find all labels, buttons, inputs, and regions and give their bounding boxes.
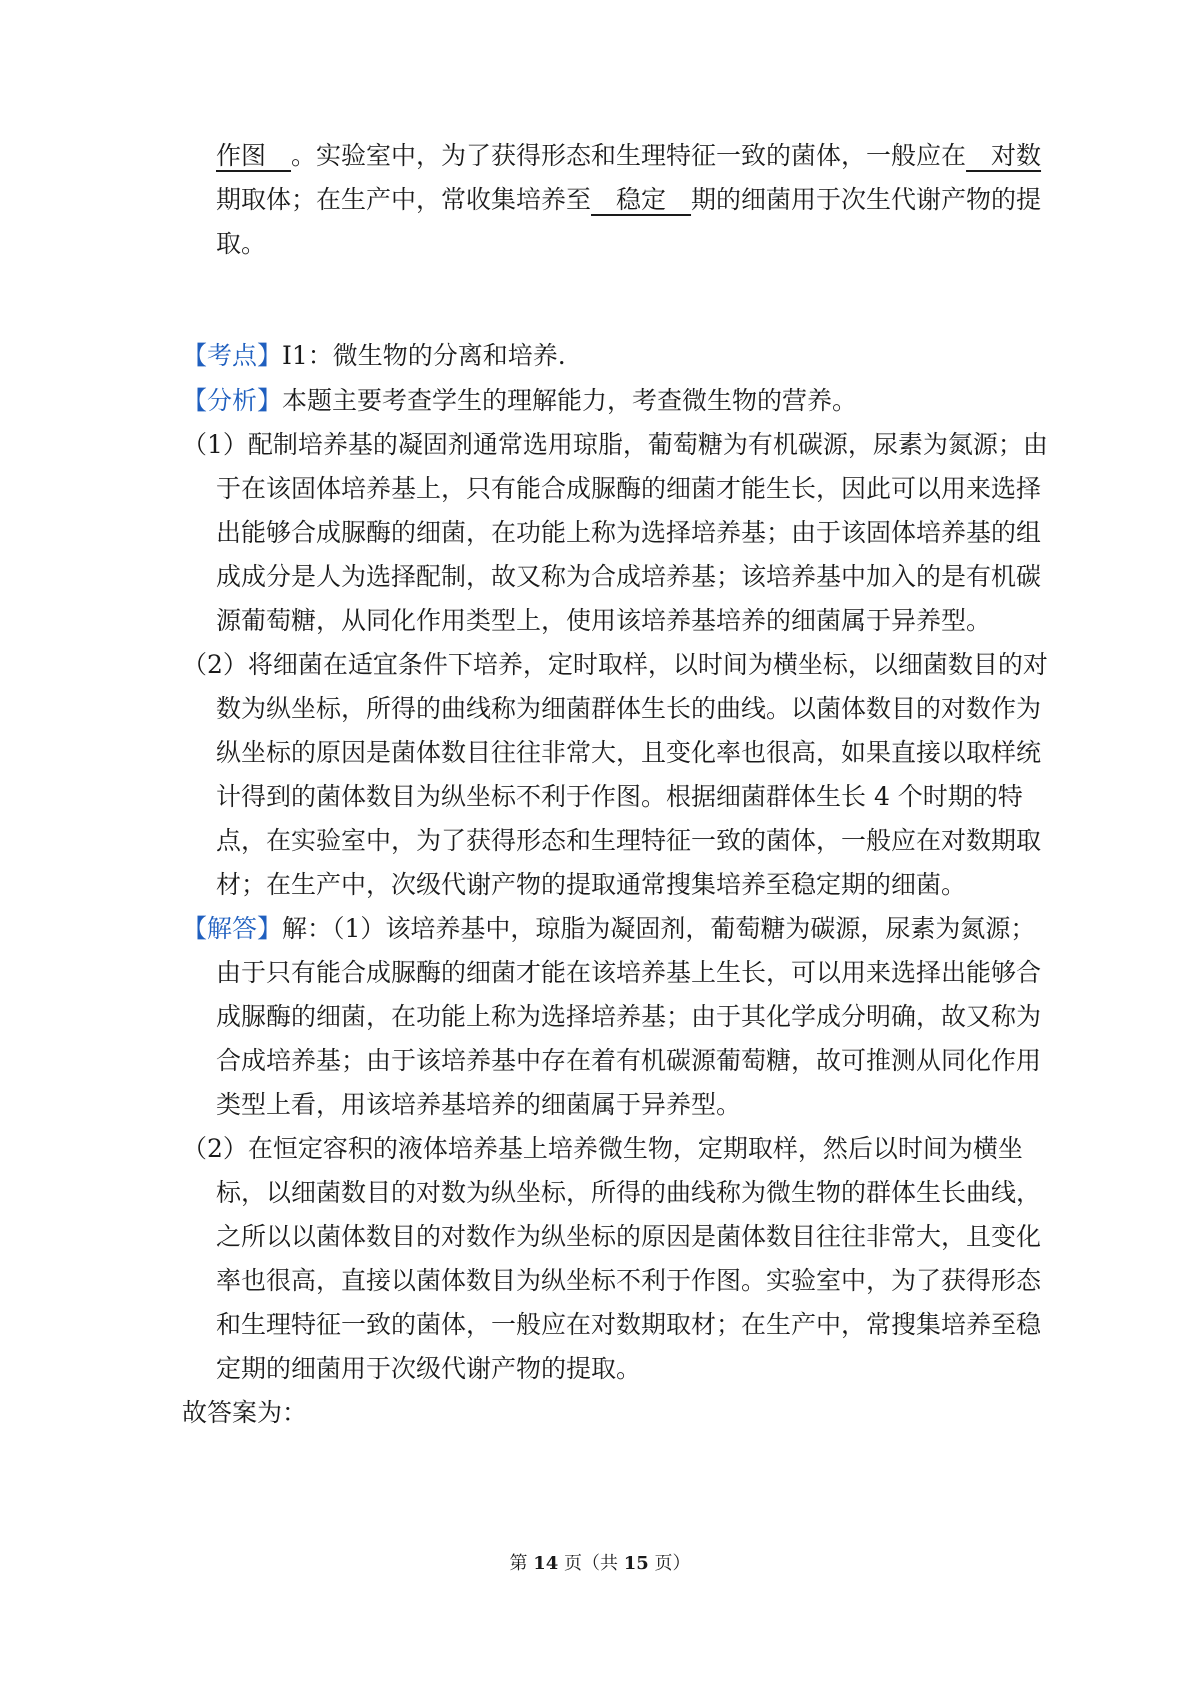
solution-line: 合成培养基；由于该培养基中存在着有机碳源葡萄糖，故可推测从同化作用 <box>216 1046 1042 1075</box>
footer-post: 页） <box>654 1553 691 1574</box>
solution-line: 类型上看，用该培养基培养的细菌属于异养型。 <box>216 1090 742 1119</box>
fenxi-tag: 【分析】 <box>182 386 283 415</box>
fill-blank: 对数 <box>966 141 1042 170</box>
answer-text: 期的细菌用于次生代谢产物的提 <box>691 185 1042 214</box>
analysis-line: 计得到的菌体数目为纵坐标不利于作图。根据细菌群体生长 4 个时期的特 <box>216 782 1023 811</box>
answer-line <box>216 136 1041 176</box>
answer-label: 故答案为： <box>182 1398 308 1427</box>
solution-line: 标，以细菌数目的对数为纵坐标，所得的曲线称为微生物的群体生长曲线， <box>216 1178 1042 1207</box>
fenxi-line <box>182 381 857 421</box>
kaodian-text: I1：微生物的分离和培养. <box>282 341 566 370</box>
analysis-line: 出能够合成脲酶的细菌，在功能上称为选择培养基；由于该固体培养基的组 <box>216 518 1042 547</box>
solution-line: 成脲酶的细菌，在功能上称为选择培养基；由于其化学成分明确，故又称为 <box>216 1002 1042 1031</box>
jieda-first: 解：（1）该培养基中，琼脂为凝固剂，葡萄糖为碳源，尿素为氮源； <box>282 914 1036 943</box>
answer-line <box>216 180 1041 220</box>
fill-blank: 稳定 <box>591 185 692 214</box>
solution-line: 之所以以菌体数目的对数作为纵坐标的原因是菌体数目往往非常大，且变化 <box>216 1222 1042 1251</box>
analysis-line: 数为纵坐标，所得的曲线称为细菌群体生长的曲线。以菌体数目的对数作为 <box>216 694 1042 723</box>
page-footer <box>0 1552 1200 1576</box>
analysis-line: 源葡萄糖，从同化作用类型上，使用该培养基培养的细菌属于异养型。 <box>216 606 992 635</box>
answer-text: 期取体；在生产中，常收集培养至 <box>216 185 592 214</box>
page-number: 14 <box>533 1553 559 1574</box>
footer-mid: 页（共 <box>564 1553 618 1574</box>
analysis-line: （2）将细菌在适宜条件下培养，定时取样，以时间为横坐标，以细菌数目的对 <box>182 650 1048 679</box>
footer-pre: 第 <box>509 1553 528 1574</box>
analysis-line: 成成分是人为选择配制，故又称为合成培养基；该培养基中加入的是有机碳 <box>216 562 1042 591</box>
solution-line: 率也很高，直接以菌体数目为纵坐标不利于作图。实验室中，为了获得形态 <box>216 1266 1042 1295</box>
answer-text: 取。 <box>216 229 267 258</box>
analysis-line: 材；在生产中，次级代谢产物的提取通常搜集培养至稳定期的细菌。 <box>216 870 967 899</box>
solution-line: 和生理特征一致的菌体，一般应在对数期取材；在生产中，常搜集培养至稳 <box>216 1310 1042 1339</box>
analysis-line: （1）配制培养基的凝固剂通常选用琼脂，葡萄糖为有机碳源，尿素为氮源；由 <box>182 430 1048 459</box>
answer-line <box>216 224 266 264</box>
kaodian-line <box>182 336 566 376</box>
solution-line: 由于只有能合成脲酶的细菌才能在该培养基上生长，可以用来选择出能够合 <box>216 958 1042 987</box>
solution-line: （2）在恒定容积的液体培养基上培养微生物，定期取样，然后以时间为横坐 <box>182 1134 1023 1163</box>
answer-text: 。实验室中，为了获得形态和生理特征一致的菌体，一般应在 <box>291 141 967 170</box>
fenxi-intro: 本题主要考查学生的理解能力，考查微生物的营养。 <box>282 386 858 415</box>
analysis-line: 纵坐标的原因是菌体数目往往非常大，且变化率也很高，如果直接以取样统 <box>216 738 1042 767</box>
jieda-line <box>182 909 1035 949</box>
analysis-line: 点，在实验室中，为了获得形态和生理特征一致的菌体，一般应在对数期取 <box>216 826 1042 855</box>
solution-line: 定期的细菌用于次级代谢产物的提取。 <box>216 1354 642 1383</box>
page-total: 15 <box>623 1553 649 1574</box>
fill-blank: 作图 <box>216 141 292 170</box>
jieda-tag: 【解答】 <box>182 914 283 943</box>
analysis-line: 于在该固体培养基上，只有能合成脲酶的细菌才能生长，因此可以用来选择 <box>216 474 1042 503</box>
kaodian-tag: 【考点】 <box>182 341 283 370</box>
